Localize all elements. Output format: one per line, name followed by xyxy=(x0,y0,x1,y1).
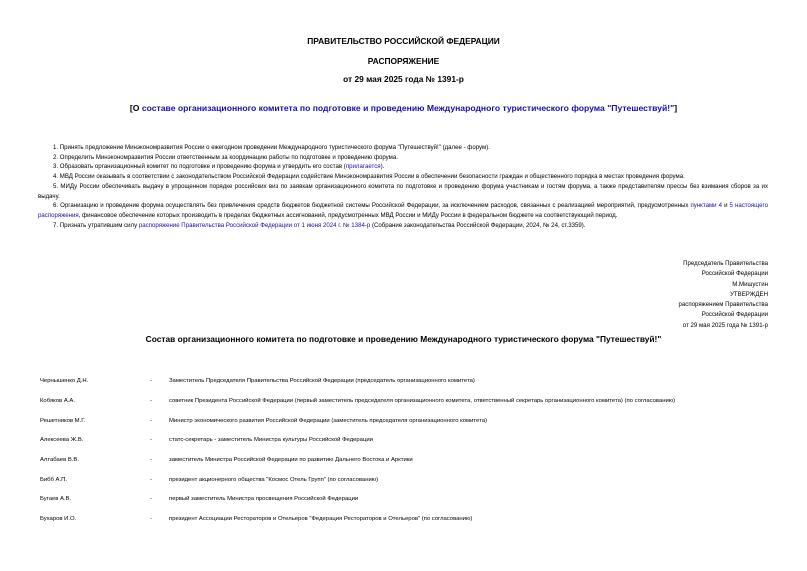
title-bracket-close: ] xyxy=(674,103,678,113)
member-name: Алексеева Ж.В. xyxy=(40,437,84,443)
member-dash: - xyxy=(150,496,152,502)
member-name: Бибб А.П. xyxy=(40,477,67,483)
member-name: Чернышенко Д.Н. xyxy=(40,378,89,384)
approval-line: Российской Федерации xyxy=(701,311,768,319)
document-type-heading: РАСПОРЯЖЕНИЕ xyxy=(367,56,440,66)
member-position: Заместитель Председателя Правительства Российской Федерации (председатель организационного комитета) xyxy=(169,378,475,384)
attachment-link[interactable]: прилагается xyxy=(345,163,381,171)
member-name: Кобяков А.А. xyxy=(40,398,75,404)
approval-line: распоряжением Правительства xyxy=(678,301,768,309)
signature-line: Российской Федерации xyxy=(701,270,768,278)
member-row xyxy=(40,477,780,485)
member-name: Бухаров И.О. xyxy=(40,516,77,522)
paragraph-1: 1. Принять предложение Минэкономразвития России о ежегодном проведении Международного туристического форума "Путешествуй!" (далее - форум). xyxy=(53,144,490,151)
member-name: Бугаев А.В. xyxy=(40,496,72,502)
member-dash: - xyxy=(150,457,152,463)
member-row xyxy=(40,516,780,524)
signature-block xyxy=(679,259,768,331)
point-5-link[interactable]: 5 настоящего распоряжения xyxy=(38,202,768,219)
composition-title: Состав организационного комитета по подготовке и проведению Международного туристического форума "Путешествуй!" xyxy=(145,334,662,344)
member-position: заместитель Министра Российской Федерации по развитию Дальнего Востока и Арктики xyxy=(169,457,413,463)
member-row xyxy=(40,437,780,445)
title-link[interactable]: составе организационного комитета по подготовке и проведению Международного туристического форума "Путешествуй!" xyxy=(141,103,675,113)
member-row xyxy=(40,398,780,406)
points-4-link[interactable]: пунктами 4 xyxy=(690,202,723,210)
member-dash: - xyxy=(150,378,152,384)
signature-name: М.Мишустин xyxy=(732,280,768,288)
signature-line: Председатель Правительства xyxy=(683,260,768,267)
member-dash: - xyxy=(150,398,152,404)
member-position: статс-секретарь - заместитель Министра культуры Российской Федерации xyxy=(169,437,373,443)
member-dash: - xyxy=(150,477,152,483)
member-row xyxy=(40,496,780,504)
paragraph-2: 2. Определить Минэкономразвития России ответственным за координацию работы по подготовке и проведению форума. xyxy=(53,153,398,161)
member-position: президент акционерного общества "Космос Отель Групп" (по согласованию) xyxy=(169,477,379,483)
member-position: Министр экономического развития Российской Федерации (заместитель председателя организационного комитета) xyxy=(169,418,487,424)
paragraph-7: 7. Признать утратившим силу распоряжение Правительства Российской Федерации от 1 июня 2024 г. № 1384-р (Собрание законодательства Российской Федерации, 2024, № 24, ст.3359). xyxy=(53,221,586,229)
title-bracket-open: [О xyxy=(129,103,142,113)
paragraph-6: 6. Организацию и проведение форума осуществлять без привлечения средств бюджетов бюджетной системы Российской Федерации, за исключением расходов, связанных с реализацией мероприятий, предусмотренных пунктами 4 и 5 настоящего распоряжения, финансовое обеспечение которых производить в пределах бюджетных ассигнований, предусмотренных МВД России и МИДу России в федеральном бюджете на соответствующий период. xyxy=(38,202,768,219)
member-position: первый заместитель Министра просвещения Российской Федерации xyxy=(169,496,359,502)
member-row xyxy=(40,378,780,386)
repealed-order-link[interactable]: распоряжение Правительства Российской Федерации от 1 июня 2024 г. № 1384-р xyxy=(138,221,371,229)
member-name: Решетников М.Г. xyxy=(40,418,86,424)
document-date-number: от 29 мая 2025 года № 1391-р xyxy=(343,74,464,84)
member-name: Алтабаев В.В. xyxy=(40,457,79,463)
government-heading: ПРАВИТЕЛЬСТВО РОССИЙСКОЙ ФЕДЕРАЦИИ xyxy=(307,36,500,46)
member-dash: - xyxy=(150,516,152,522)
member-position: советник Президента Российской Федерации (первый заместитель председателя организационного комитета, ответственный секретарь организационного комитета) (по согласованию) xyxy=(169,398,676,404)
document-body xyxy=(38,143,768,230)
paragraph-3: 3. Образовать организационный комитет по подготовке и проведению форума и утвердить его состав (прилагается). xyxy=(53,163,385,171)
paragraph-4: 4. МВД России оказывать в соответствии с законодательством Российской Федерации содействие Минэкономразвития России в обеспечении безопасности граждан и общественного порядка в местах проведения форума. xyxy=(53,173,685,181)
member-position: президент Ассоциации Рестораторов и Отельеров "Федерация Рестораторов и Отельеров" (по согласованию) xyxy=(169,516,473,522)
approved-label: УТВЕРЖДЕН xyxy=(730,290,768,298)
document-title xyxy=(0,103,807,113)
member-row xyxy=(40,418,780,426)
member-dash: - xyxy=(150,437,152,443)
approval-date: от 29 мая 2025 года № 1391-р xyxy=(682,321,768,329)
member-dash: - xyxy=(150,418,152,424)
paragraph-5: 5. МИДу России обеспечивать выдачу в упрощенном порядке российских виз по заявкам организационного комитета по подготовке и проведению форума участникам и гостям форума, а также представителям прессы без взимания сборов за их выдачу. xyxy=(38,182,768,200)
member-row xyxy=(40,457,780,465)
